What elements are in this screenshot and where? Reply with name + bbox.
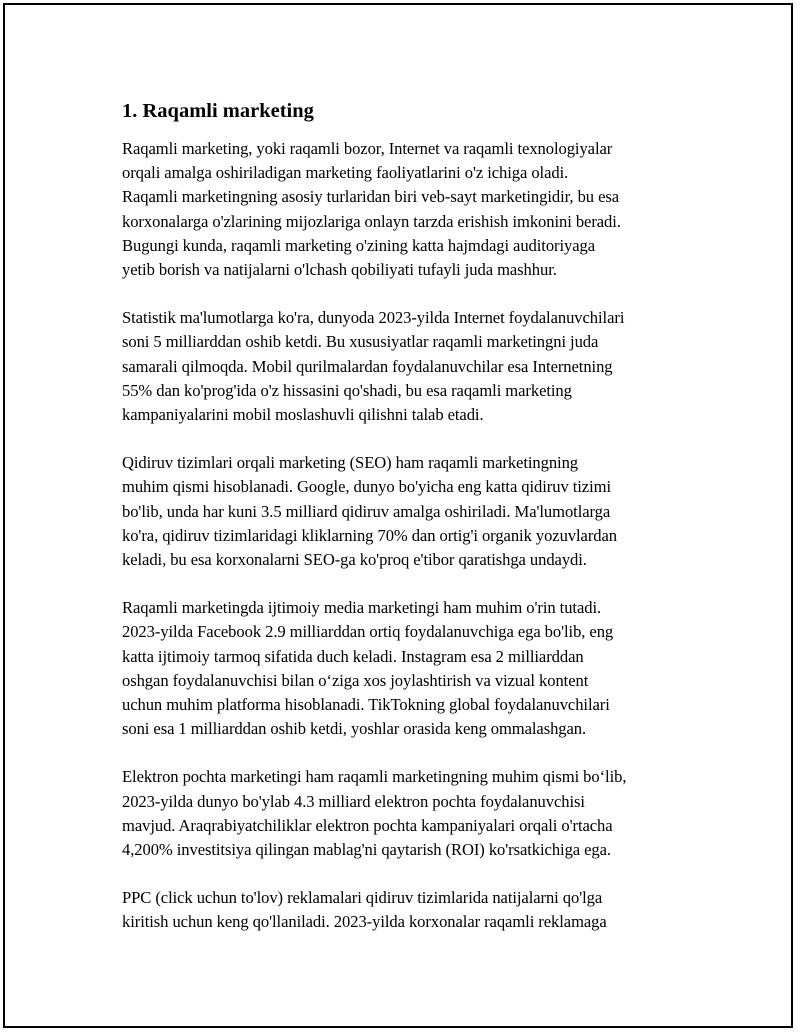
paragraph-line: uchun muhim platforma hisoblanadi. TikTokning global foydalanuvchilari [122, 695, 610, 715]
paragraph-line: orqali amalga oshiriladigan marketing faoliyatlarini o'z ichiga oladi. [122, 163, 569, 183]
paragraph-line: ko'ra, qidiruv tizimlaridagi kliklarning 70% dan ortig'i organik yozuvlardan [122, 525, 617, 545]
page-frame [3, 3, 793, 1028]
section-heading: 1. Raqamli marketing [122, 100, 314, 122]
paragraph-line: Statistik ma'lumotlarga ko'ra, dunyoda 2023-yilda Internet foydalanuvchilari [122, 308, 625, 328]
paragraph-container [122, 137, 702, 935]
paragraph [122, 596, 702, 741]
paragraph-line: Qidiruv tizimlari orqali marketing (SEO) ham raqamli marketingning [122, 453, 578, 473]
paragraph-line: mavjud. Araqrabiyatchiliklar elektron pochta kampaniyalari orqali o'rtacha [122, 815, 613, 835]
document-body [122, 97, 702, 959]
paragraph-line: Raqamli marketingda ijtimoiy media marketingi ham muhim o'rin tutadi. [122, 598, 602, 618]
paragraph-line: kampaniyalarini mobil moslashuvli qilishni talab etadi. [122, 405, 484, 425]
paragraph-line: keladi, bu esa korxonalarni SEO-ga ko'proq e'tibor qaratishga undaydi. [122, 550, 587, 570]
paragraph-line: Bugungi kunda, raqamli marketing o'zining katta hajmdagi auditoriyaga [122, 235, 596, 255]
paragraph-line: 2023-yilda Facebook 2.9 milliarddan ortiq foydalanuvchiga ega bo'lib, eng [122, 622, 614, 642]
paragraph-line: katta ijtimoiy tarmoq sifatida duch keladi. Instagram esa 2 milliarddan [122, 646, 584, 666]
paragraph-line: yetib borish va natijalarni o'lchash qobiliyati tufayli juda mashhur. [122, 260, 557, 280]
paragraph-line: 2023-yilda dunyo bo'ylab 4.3 milliard elektron pochta foydalanuvchisi [122, 791, 585, 811]
paragraph-line: Elektron pochta marketingi ham raqamli marketingning muhim qismi bo‘lib, [122, 767, 627, 787]
paragraph-line: PPC (click uchun to'lov) reklamalari qidiruv tizimlarida natijalarni qo'lga [122, 888, 603, 908]
paragraph-line: 4,200% investitsiya qilingan mablag'ni qaytarish (ROI) ko'rsatkichiga ega. [122, 840, 612, 860]
paragraph-line: korxonalarga o'zlarining mijozlariga onlayn tarzda erishish imkonini beradi. [122, 211, 621, 231]
paragraph [122, 886, 702, 934]
paragraph-line: soni esa 1 milliarddan oshib ketdi, yoshlar orasida keng ommalashgan. [122, 719, 587, 739]
paragraph-line: muhim qismi hisoblanadi. Google, dunyo bo'yicha eng katta qidiruv tizimi [122, 477, 611, 497]
paragraph-line: bo'lib, unda har kuni 3.5 milliard qidiruv amalga oshiriladi. Ma'lumotlarga [122, 501, 611, 521]
paragraph-line: samarali qilmoqda. Mobil qurilmalardan foydalanuvchilar esa Internetning [122, 356, 613, 376]
paragraph-line: oshgan foydalanuvchisi bilan o‘ziga xos joylashtirish va vizual kontent [122, 670, 589, 690]
paragraph-line: soni 5 milliarddan oshib ketdi. Bu xususiyatlar raqamli marketingni juda [122, 332, 599, 352]
paragraph [122, 306, 702, 427]
paragraph-line: Raqamli marketing, yoki raqamli bozor, Internet va raqamli texnologiyalar [122, 139, 613, 158]
paragraph [122, 451, 702, 572]
paragraph [122, 765, 702, 862]
paragraph [122, 137, 702, 282]
paragraph-line: kiritish uchun keng qo'llaniladi. 2023-yilda korxonalar raqamli reklamaga [122, 912, 607, 932]
paragraph-line: 55% dan ko'prog'ida o'z hissasini qo'shadi, bu esa raqamli marketing [122, 380, 572, 400]
paragraph-line: Raqamli marketingning asosiy turlaridan biri veb-sayt marketingidir, bu esa [122, 187, 620, 207]
